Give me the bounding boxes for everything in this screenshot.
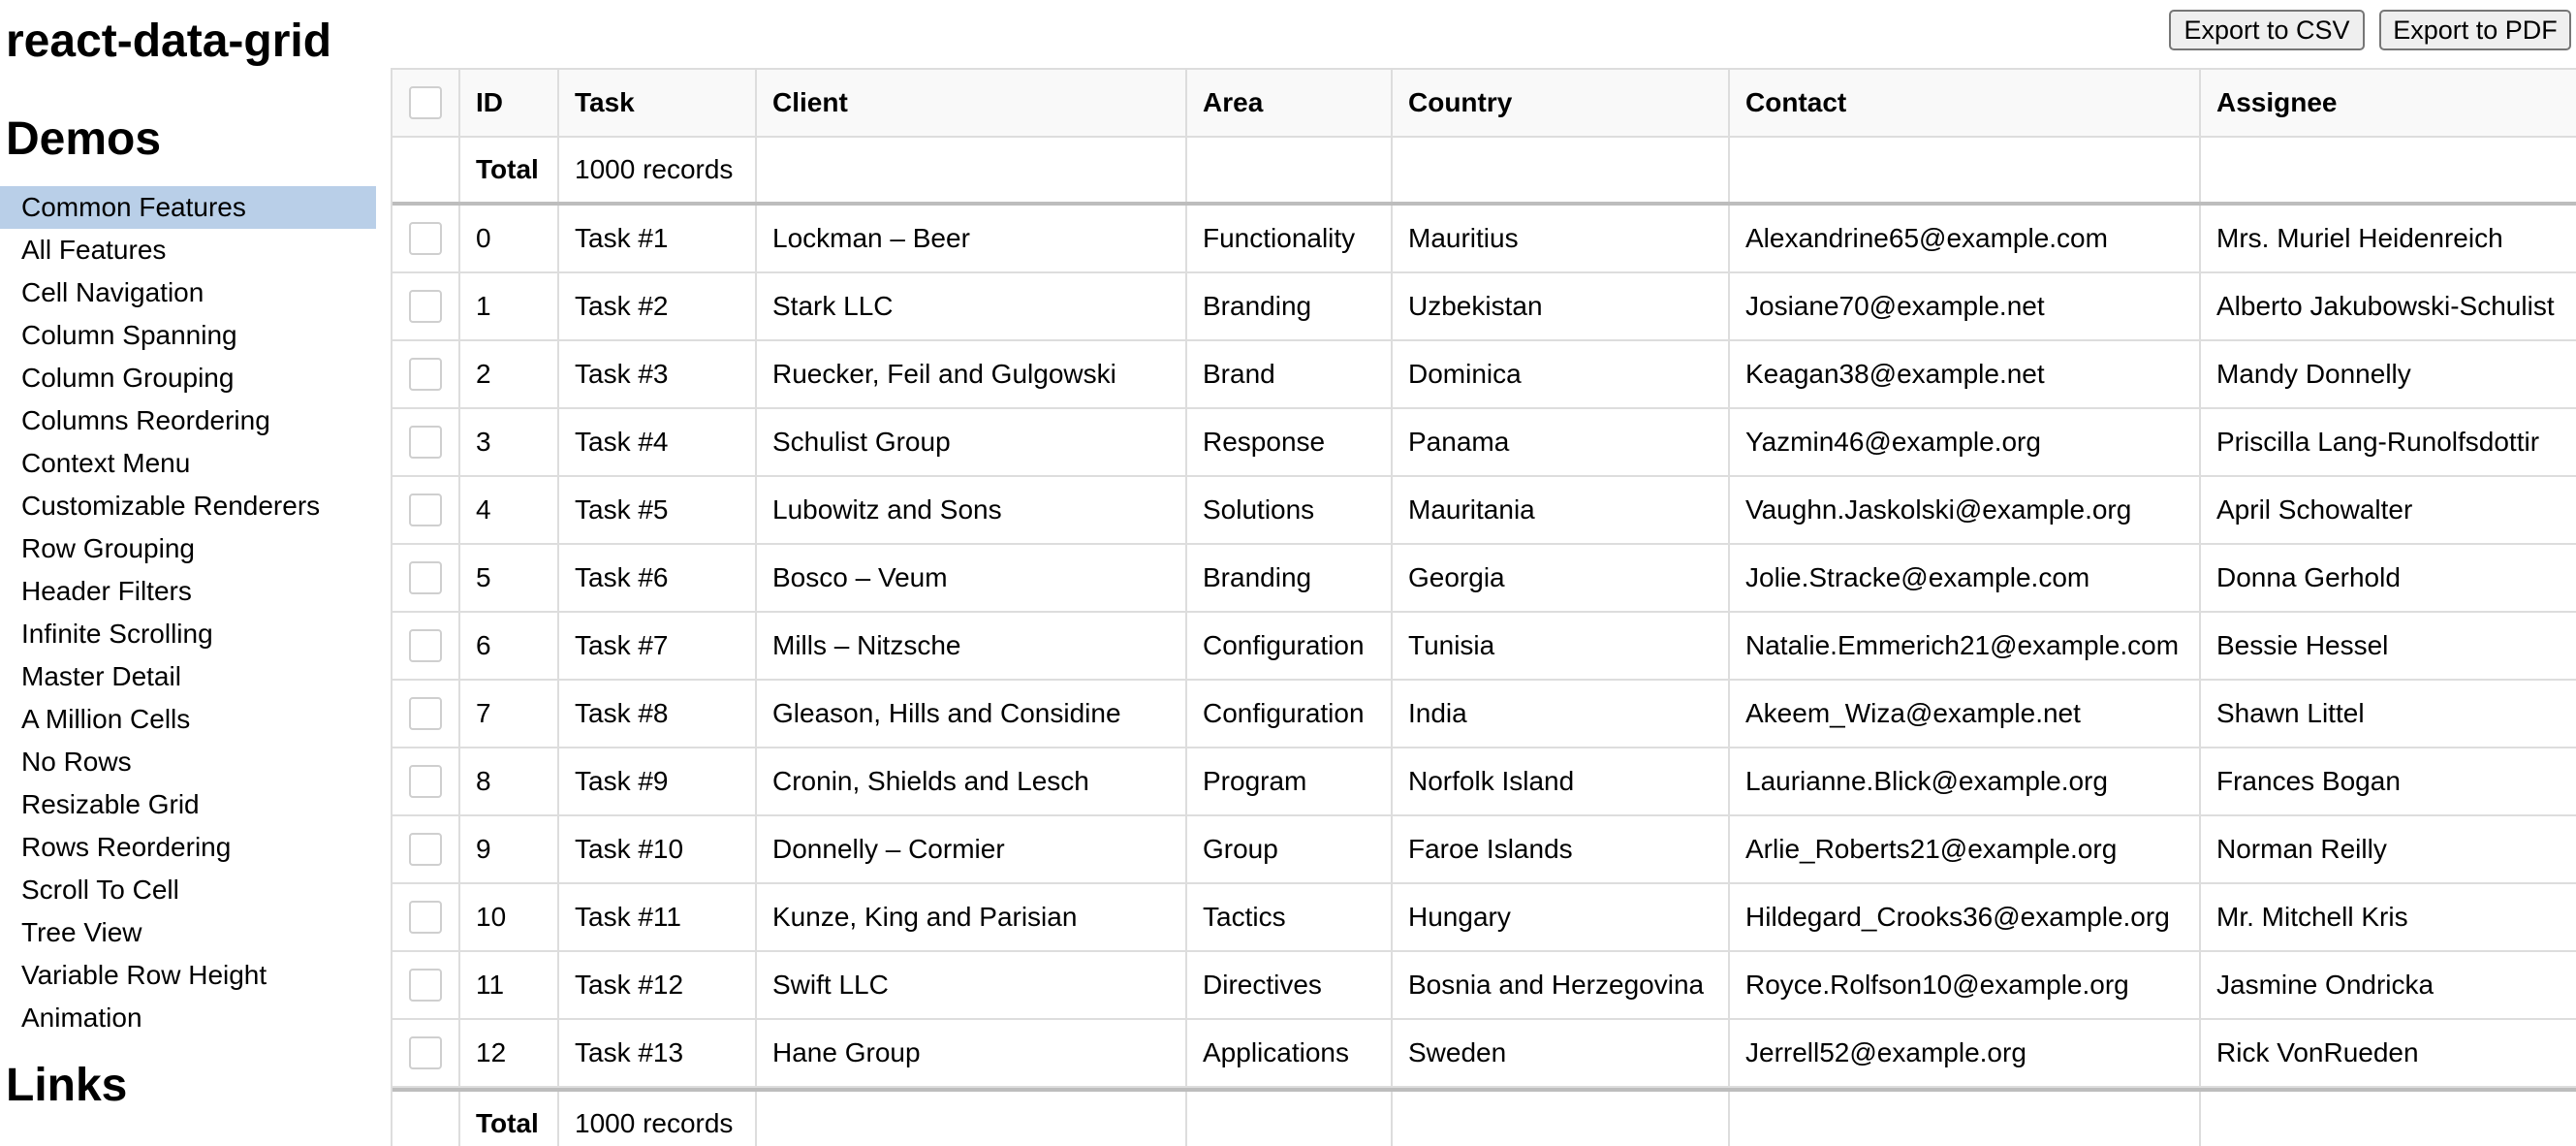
- cell-assignee[interactable]: Alberto Jakubowski-Schulist: [2216, 291, 2555, 321]
- table-row[interactable]: [393, 681, 2576, 748]
- cell-country[interactable]: Georgia: [1393, 545, 1730, 611]
- select-checkbox[interactable]: [409, 426, 442, 459]
- cell-assignee[interactable]: Mr. Mitchell Kris: [2216, 902, 2408, 932]
- row-select-cell: [393, 884, 460, 950]
- summary-cell: [1730, 138, 2201, 202]
- cell-country[interactable]: Sweden: [1393, 1020, 1730, 1086]
- cell-contact[interactable]: Laurianne.Blick@example.org: [1730, 748, 2201, 814]
- cell-client[interactable]: Donnelly – Cormier: [757, 816, 1187, 882]
- cell-contact[interactable]: Vaughn.Jaskolski@example.org: [1730, 477, 2201, 543]
- table-row[interactable]: [393, 341, 2576, 409]
- cell-assignee[interactable]: Mandy Donnelly: [2216, 359, 2411, 389]
- select-checkbox[interactable]: [409, 358, 442, 391]
- export-pdf-button[interactable]: Export to PDF: [2379, 10, 2571, 50]
- cell-contact[interactable]: Royce.Rolfson10@example.org: [1730, 952, 2201, 1018]
- select-all-cell: [393, 70, 460, 136]
- row-select-cell: [393, 1020, 460, 1086]
- cell-id[interactable]: 5: [460, 545, 559, 611]
- cell-contact[interactable]: Akeem_Wiza@example.net: [1730, 681, 2201, 747]
- cell-country[interactable]: Panama: [1393, 409, 1730, 475]
- cell-id[interactable]: 1: [460, 273, 559, 339]
- row-select-cell: [393, 681, 460, 747]
- summary-select-cell: [393, 1092, 460, 1146]
- row-select-cell: [393, 273, 460, 339]
- cell-task[interactable]: Task #8: [559, 681, 757, 747]
- column-header-contact[interactable]: Contact: [1730, 70, 2201, 136]
- row-select-cell: [393, 409, 460, 475]
- cell-assignee[interactable]: Priscilla Lang-Runolfsdottir: [2216, 427, 2540, 457]
- row-select-cell: [393, 816, 460, 882]
- table-row[interactable]: [393, 409, 2576, 477]
- sidebar-item-resizable-grid[interactable]: Resizable Grid: [21, 789, 200, 819]
- cell-id[interactable]: 9: [460, 816, 559, 882]
- select-checkbox[interactable]: [409, 629, 442, 662]
- table-row[interactable]: [393, 477, 2576, 545]
- sidebar-item-rows-reordering[interactable]: Rows Reordering: [21, 832, 232, 862]
- table-row[interactable]: [393, 952, 2576, 1020]
- cell-task[interactable]: Task #13: [559, 1020, 757, 1086]
- sidebar-item-columns-reordering[interactable]: Columns Reordering: [21, 405, 270, 435]
- cell-country[interactable]: Norfolk Island: [1393, 748, 1730, 814]
- column-header-id[interactable]: ID: [460, 70, 559, 136]
- column-header-assignee[interactable]: Assignee: [2216, 87, 2338, 117]
- cell-contact[interactable]: Alexandrine65@example.com: [1730, 206, 2201, 271]
- cell-id[interactable]: 6: [460, 613, 559, 679]
- table-row[interactable]: [393, 206, 2576, 273]
- cell-client[interactable]: Swift LLC: [757, 952, 1187, 1018]
- links-heading: Links: [6, 1060, 128, 1111]
- cell-area[interactable]: Solutions: [1187, 477, 1393, 543]
- cell-client[interactable]: Lubowitz and Sons: [757, 477, 1187, 543]
- data-grid[interactable]: [391, 68, 2576, 1146]
- cell-contact[interactable]: Keagan38@example.net: [1730, 341, 2201, 407]
- cell-contact[interactable]: Jerrell52@example.org: [1730, 1020, 2201, 1086]
- row-select-cell: [393, 545, 460, 611]
- table-row[interactable]: [393, 884, 2576, 952]
- demo-nav-list: [0, 186, 376, 1039]
- summary-cell: [1187, 1092, 1393, 1146]
- summary-row-top: [393, 138, 2576, 206]
- cell-area[interactable]: Directives: [1187, 952, 1393, 1018]
- sidebar-item-column-grouping[interactable]: Column Grouping: [21, 363, 235, 393]
- cell-client[interactable]: Kunze, King and Parisian: [757, 884, 1187, 950]
- cell-country[interactable]: Tunisia: [1393, 613, 1730, 679]
- cell-contact[interactable]: Josiane70@example.net: [1730, 273, 2201, 339]
- cell-assignee[interactable]: Mrs. Muriel Heidenreich: [2216, 223, 2503, 253]
- select-checkbox[interactable]: [409, 561, 442, 594]
- cell-area[interactable]: Program: [1187, 748, 1393, 814]
- summary-select-cell: [393, 138, 460, 202]
- summary-cell: [1393, 1092, 1730, 1146]
- sidebar-item-no-rows[interactable]: No Rows: [21, 747, 132, 777]
- summary-row-bottom: [393, 1088, 2576, 1146]
- cell-contact[interactable]: Jolie.Stracke@example.com: [1730, 545, 2201, 611]
- sidebar-item-variable-row-height[interactable]: Variable Row Height: [21, 960, 267, 990]
- row-select-cell: [393, 341, 460, 407]
- demos-heading: Demos: [6, 113, 162, 165]
- cell-id[interactable]: 12: [460, 1020, 559, 1086]
- cell-area[interactable]: Tactics: [1187, 884, 1393, 950]
- cell-task[interactable]: Task #11: [559, 884, 757, 950]
- cell-area[interactable]: Applications: [1187, 1020, 1393, 1086]
- sidebar-item-a-million-cells[interactable]: A Million Cells: [21, 704, 191, 734]
- cell-task[interactable]: Task #12: [559, 952, 757, 1018]
- cell-assignee[interactable]: April Schowalter: [2216, 494, 2413, 525]
- cell-id[interactable]: 11: [460, 952, 559, 1018]
- cell-contact[interactable]: Arlie_Roberts21@example.org: [1730, 816, 2201, 882]
- cell-area[interactable]: Configuration: [1187, 613, 1393, 679]
- summary-label: Total: [460, 138, 559, 202]
- cell-id[interactable]: 2: [460, 341, 559, 407]
- app-title: react-data-grid: [6, 16, 332, 67]
- select-checkbox[interactable]: [409, 493, 442, 526]
- cell-country[interactable]: India: [1393, 681, 1730, 747]
- export-csv-button[interactable]: Export to CSV: [2169, 10, 2365, 50]
- summary-cell: [2201, 138, 2576, 202]
- sidebar-item-master-detail[interactable]: Master Detail: [21, 661, 181, 691]
- cell-id[interactable]: 8: [460, 748, 559, 814]
- sidebar-item-scroll-to-cell[interactable]: Scroll To Cell: [21, 875, 179, 905]
- sidebar-item-context-menu[interactable]: Context Menu: [21, 448, 191, 478]
- cell-area[interactable]: Configuration: [1187, 681, 1393, 747]
- summary-label: Total: [460, 1092, 559, 1146]
- sidebar: [0, 105, 376, 1121]
- cell-client[interactable]: Gleason, Hills and Considine: [757, 681, 1187, 747]
- cell-id[interactable]: 7: [460, 681, 559, 747]
- cell-task[interactable]: Task #7: [559, 613, 757, 679]
- select-checkbox[interactable]: [409, 969, 442, 1002]
- select-checkbox[interactable]: [409, 222, 442, 255]
- summary-cell: [757, 138, 1187, 202]
- sidebar-item-row-grouping[interactable]: Row Grouping: [21, 533, 195, 563]
- cell-country[interactable]: Faroe Islands: [1393, 816, 1730, 882]
- cell-area[interactable]: Response: [1187, 409, 1393, 475]
- cell-assignee[interactable]: Jasmine Ondricka: [2216, 970, 2435, 1000]
- row-select-cell: [393, 206, 460, 271]
- cell-client[interactable]: Mills – Nitzsche: [757, 613, 1187, 679]
- cell-country[interactable]: Uzbekistan: [1393, 273, 1730, 339]
- cell-id[interactable]: 3: [460, 409, 559, 475]
- cell-assignee[interactable]: Donna Gerhold: [2216, 562, 2401, 592]
- sidebar-item-header-filters[interactable]: Header Filters: [21, 576, 192, 606]
- cell-task[interactable]: Task #2: [559, 273, 757, 339]
- cell-id[interactable]: 4: [460, 477, 559, 543]
- summary-cell: [757, 1092, 1187, 1146]
- cell-client[interactable]: Hane Group: [757, 1020, 1187, 1086]
- cell-contact[interactable]: Hildegard_Crooks36@example.org: [1730, 884, 2201, 950]
- cell-assignee[interactable]: Shawn Littel: [2216, 698, 2365, 728]
- cell-task[interactable]: Task #5: [559, 477, 757, 543]
- sidebar-item-animation[interactable]: Animation: [21, 1003, 142, 1033]
- sidebar-item-column-spanning[interactable]: Column Spanning: [21, 320, 237, 350]
- cell-client[interactable]: Ruecker, Feil and Gulgowski: [757, 341, 1187, 407]
- select-checkbox[interactable]: [409, 765, 442, 798]
- cell-client[interactable]: Cronin, Shields and Lesch: [757, 748, 1187, 814]
- row-select-cell: [393, 613, 460, 679]
- cell-country[interactable]: Mauritius: [1393, 206, 1730, 271]
- cell-area[interactable]: Branding: [1187, 545, 1393, 611]
- cell-task[interactable]: Task #1: [559, 206, 757, 271]
- cell-client[interactable]: Lockman – Beer: [757, 206, 1187, 271]
- summary-records: 1000 records: [559, 1092, 757, 1146]
- cell-contact[interactable]: Yazmin46@example.org: [1730, 409, 2201, 475]
- cell-client[interactable]: Bosco – Veum: [757, 545, 1187, 611]
- table-row[interactable]: [393, 816, 2576, 884]
- column-header-task[interactable]: Task: [559, 70, 757, 136]
- select-checkbox[interactable]: [409, 1036, 442, 1069]
- cell-task[interactable]: Task #10: [559, 816, 757, 882]
- summary-cell: [1730, 1092, 2201, 1146]
- cell-id[interactable]: 10: [460, 884, 559, 950]
- cell-task[interactable]: Task #9: [559, 748, 757, 814]
- sidebar-item-common-features[interactable]: Common Features: [0, 186, 376, 229]
- cell-assignee[interactable]: Bessie Hessel: [2216, 630, 2389, 660]
- row-select-cell: [393, 748, 460, 814]
- sidebar-item-all-features[interactable]: All Features: [21, 235, 167, 265]
- cell-client[interactable]: Stark LLC: [757, 273, 1187, 339]
- cell-country[interactable]: Dominica: [1393, 341, 1730, 407]
- cell-area[interactable]: Functionality: [1187, 206, 1393, 271]
- summary-cell: [2201, 1092, 2576, 1146]
- summary-records: 1000 records: [559, 138, 757, 202]
- cell-country[interactable]: Bosnia and Herzegovina: [1393, 952, 1730, 1018]
- cell-assignee[interactable]: Norman Reilly: [2216, 834, 2387, 864]
- table-row[interactable]: [393, 613, 2576, 681]
- table-row[interactable]: [393, 545, 2576, 613]
- column-header-country[interactable]: Country: [1393, 70, 1730, 136]
- cell-contact[interactable]: Natalie.Emmerich21@example.com: [1730, 613, 2201, 679]
- select-checkbox[interactable]: [409, 833, 442, 866]
- sidebar-item-tree-view[interactable]: Tree View: [21, 917, 142, 947]
- sidebar-item-infinite-scrolling[interactable]: Infinite Scrolling: [21, 619, 213, 649]
- select-checkbox[interactable]: [409, 901, 442, 934]
- summary-cell: [1393, 138, 1730, 202]
- cell-task[interactable]: Task #4: [559, 409, 757, 475]
- cell-country[interactable]: Mauritania: [1393, 477, 1730, 543]
- select-checkbox[interactable]: [409, 86, 442, 119]
- table-row[interactable]: [393, 748, 2576, 816]
- table-row[interactable]: [393, 273, 2576, 341]
- select-checkbox[interactable]: [409, 290, 442, 323]
- cell-id[interactable]: 0: [460, 206, 559, 271]
- sidebar-item-customizable-renderers[interactable]: Customizable Renderers: [21, 491, 321, 521]
- row-select-cell: [393, 477, 460, 543]
- cell-assignee[interactable]: Frances Bogan: [2216, 766, 2401, 796]
- sidebar-item-cell-navigation[interactable]: Cell Navigation: [21, 277, 204, 307]
- column-header-area[interactable]: Area: [1187, 70, 1393, 136]
- cell-area[interactable]: Branding: [1187, 273, 1393, 339]
- cell-task[interactable]: Task #3: [559, 341, 757, 407]
- header-row: [393, 70, 2576, 138]
- summary-cell: [1187, 138, 1393, 202]
- table-row[interactable]: [393, 1020, 2576, 1088]
- cell-area[interactable]: Group: [1187, 816, 1393, 882]
- cell-area[interactable]: Brand: [1187, 341, 1393, 407]
- cell-task[interactable]: Task #6: [559, 545, 757, 611]
- cell-country[interactable]: Hungary: [1393, 884, 1730, 950]
- cell-client[interactable]: Schulist Group: [757, 409, 1187, 475]
- column-header-client[interactable]: Client: [757, 70, 1187, 136]
- select-checkbox[interactable]: [409, 697, 442, 730]
- row-select-cell: [393, 952, 460, 1018]
- cell-assignee[interactable]: Rick VonRueden: [2216, 1037, 2419, 1067]
